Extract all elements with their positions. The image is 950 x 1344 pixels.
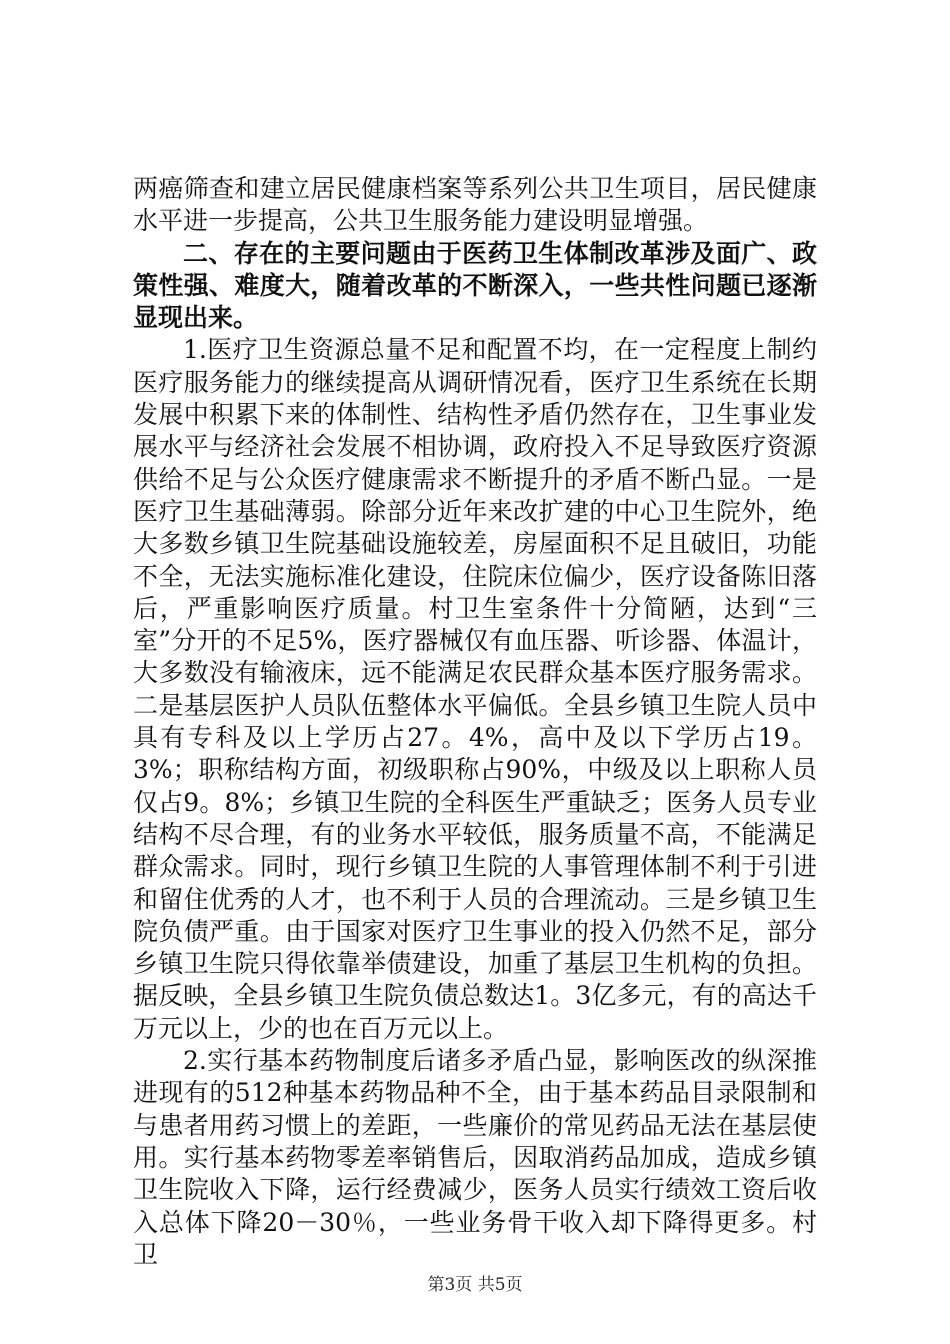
paragraph-resources: 1.医疗卫生资源总量不足和配置不均，在一定程度上制约医疗服务能力的继续提高从调研情况看，医疗卫生系统在长期发展中积累下来的体制性、结构性矛盾仍然存在，卫生事业发展水平与经济社会发展不相协调，政府投入不足导致医疗资源供给不足与公众医疗健康需求不断提升的矛盾不断凸显。一是医疗卫生基础薄弱。除部分近年来改扩建的中心卫生院外，绝大多数乡镇卫生院基础设施较差，房屋面积不足且破旧，功能不全，无法实施标准化建设，住院床位偏少，医疗设备陈旧落后，严重影响医疗质量。村卫生室条件十分简陋，达到“三室”分开的不足5%，医疗器械仅有血压器、听诊器、体温计，大多数没有输液床，远不能满足农民群众基本医疗服务需求。二是基层医护人员队伍整体水平偏低。全县乡镇卫生院人员中具有专科及以上学历占27。4%，高中及以下学历占19。3%；职称结构方面，初级职称占90%，中级及以上职称人员仅占9。8%；乡镇卫生院的全科医生严重缺乏；医务人员专业结构不尽合理，有的业务水平较低，服务质量不高，不能满足群众需求。同时，现行乡镇卫生院的人事管理体制不利于引进和留住优秀的人才，也不利于人员的合理流动。三是乡镇卫生院负债严重。由于国家对医疗卫生事业的投入仍然不足，部分乡镇卫生院只得依靠举债建设，加重了基层卫生机构的负担。据反映，全县乡镇卫生院负债总数达1。3亿多元，有的高达千万元以上，少的也在百万元以上。 — [133, 335, 817, 1043]
paragraph-continuation: 两癌筛查和建立居民健康档案等系列公共卫生项目，居民健康水平进一步提高，公共卫生服务能力建设明显增强。 — [133, 174, 817, 236]
document-body — [133, 173, 817, 1271]
paragraph-essential-drugs: 2.实行基本药物制度后诸多矛盾凸显，影响医改的纵深推进现有的512种基本药物品种不全，由于基本药品目录限制和与患者用药习惯上的差距，一些廉价的常见药品无法在基层使用。实行基本药物零差率销售后，因取消药品加成，造成乡镇卫生院收入下降，运行经费减少，医务人员实行绩效工资后收入总体下降20－30％，一些业务骨干收入却下降得更多。村卫 — [133, 1046, 817, 1269]
section-heading-main-problems: 二、存在的主要问题由于医药卫生体制改革涉及面广、政策性强、难度大，随着改革的不断深入，一些共性问题已逐渐显现出来。 — [133, 238, 817, 333]
page-footer: 第3页 共5页 — [427, 1275, 523, 1295]
